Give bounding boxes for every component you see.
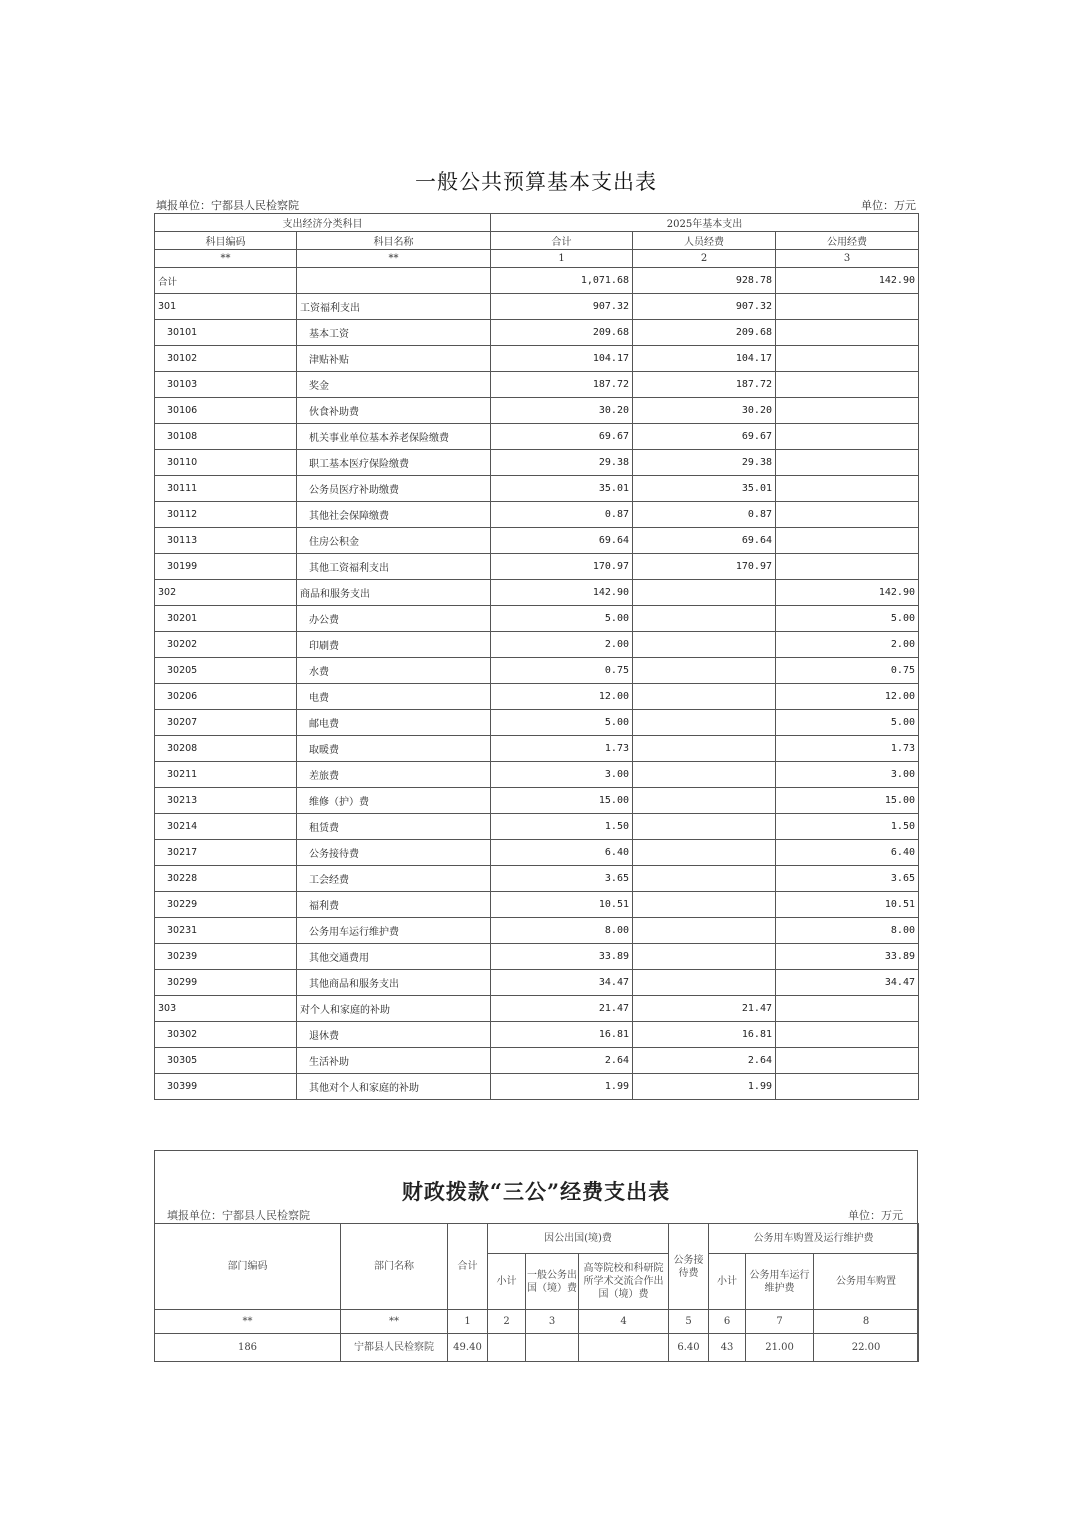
row-personnel: 209.68: [633, 320, 776, 346]
t2-header-abroad-academic: 高等院校和科研院所学术交流合作出国（境）费: [579, 1254, 669, 1310]
t2-index-name: **: [341, 1310, 448, 1334]
row-name: 住房公积金: [297, 528, 491, 554]
row-public: [776, 320, 919, 346]
row-name: 基本工资: [297, 320, 491, 346]
row-personnel: 170.97: [633, 554, 776, 580]
row-name: 水费: [297, 658, 491, 684]
index-name: **: [297, 250, 491, 268]
row-public: [776, 1074, 919, 1100]
row-public: 6.40: [776, 840, 919, 866]
row-name: 取暖费: [297, 736, 491, 762]
row-total: 3.00: [491, 762, 633, 788]
row-personnel: [633, 762, 776, 788]
row-total: 3.65: [491, 866, 633, 892]
t2-index-1: 1: [448, 1310, 488, 1334]
row-total: 33.89: [491, 944, 633, 970]
row-total: 6.40: [491, 840, 633, 866]
row-public: [776, 1022, 919, 1048]
row-name: 其他交通费用: [297, 944, 491, 970]
table-row: [155, 398, 919, 424]
row-public: 15.00: [776, 788, 919, 814]
row-total: 1,071.68: [491, 268, 633, 294]
row-code: 30399: [155, 1074, 297, 1100]
table-row: [155, 346, 919, 372]
three-public-expense-section: [154, 1150, 918, 1361]
t2-abroad-general: [526, 1334, 579, 1362]
t2-header-vehicle-operation: 公务用车运行维护费: [746, 1254, 814, 1310]
row-code: 30305: [155, 1048, 297, 1074]
row-public: 2.00: [776, 632, 919, 658]
row-personnel: [633, 658, 776, 684]
table2-title: 财政拨款“三公”经费支出表: [401, 1179, 671, 1204]
row-public: 1.73: [776, 736, 919, 762]
row-name: 其他对个人和家庭的补助: [297, 1074, 491, 1100]
row-personnel: [633, 866, 776, 892]
header-total: 合计: [491, 232, 633, 250]
row-total: 69.67: [491, 424, 633, 450]
row-code: 30199: [155, 554, 297, 580]
basic-expenditure-table: [154, 213, 919, 1100]
t2-header-vehicle-purchase: 公务用车购置: [814, 1254, 919, 1310]
t2-index-8: 8: [814, 1310, 919, 1334]
row-total: 10.51: [491, 892, 633, 918]
row-code: 30202: [155, 632, 297, 658]
row-name: 办公费: [297, 606, 491, 632]
table-row: [155, 268, 919, 294]
table-row: [155, 632, 919, 658]
t2-index-4: 4: [579, 1310, 669, 1334]
row-code: 30102: [155, 346, 297, 372]
row-name: 工资福利支出: [297, 294, 491, 320]
header-name: 科目名称: [297, 232, 491, 250]
row-name: 生活补助: [297, 1048, 491, 1074]
t2-reception: 6.40: [669, 1334, 709, 1362]
row-code: 302: [155, 580, 297, 606]
row-code: 30112: [155, 502, 297, 528]
row-personnel: [633, 918, 776, 944]
row-public: [776, 476, 919, 502]
row-code: 30111: [155, 476, 297, 502]
row-code: 30299: [155, 970, 297, 996]
row-total: 1.73: [491, 736, 633, 762]
row-name: 奖金: [297, 372, 491, 398]
index-2: 2: [633, 250, 776, 268]
row-personnel: 2.64: [633, 1048, 776, 1074]
row-name: 对个人和家庭的补助: [297, 996, 491, 1022]
t2-header-abroad-general: 一般公务出国（境）费: [526, 1254, 579, 1310]
table2-unit-left: 填报单位：宁都县人民检察院: [167, 1209, 310, 1222]
row-public: 1.50: [776, 814, 919, 840]
t2-index-5: 5: [669, 1310, 709, 1334]
row-personnel: 69.67: [633, 424, 776, 450]
row-total: 5.00: [491, 710, 633, 736]
row-code: 30110: [155, 450, 297, 476]
row-personnel: 29.38: [633, 450, 776, 476]
table1-unit-left: 填报单位：宁都县人民检察院: [156, 199, 299, 212]
row-total: 34.47: [491, 970, 633, 996]
row-name: 福利费: [297, 892, 491, 918]
t2-header-row-1: [155, 1224, 919, 1254]
table-row: [155, 320, 919, 346]
row-code: 30106: [155, 398, 297, 424]
table1-title: 一般公共预算基本支出表: [415, 170, 657, 194]
row-public: 3.65: [776, 866, 919, 892]
row-public: 3.00: [776, 762, 919, 788]
row-name: 电费: [297, 684, 491, 710]
header-group-right: 2025年基本支出: [491, 214, 919, 232]
row-code: 合计: [155, 268, 297, 294]
row-code: 30205: [155, 658, 297, 684]
row-public: 12.00: [776, 684, 919, 710]
t2-abroad-academic: [579, 1334, 669, 1362]
row-code: 303: [155, 996, 297, 1022]
row-name: 差旅费: [297, 762, 491, 788]
row-code: 30113: [155, 528, 297, 554]
header-row-index: [155, 250, 919, 268]
table-row: [155, 710, 919, 736]
row-personnel: 0.87: [633, 502, 776, 528]
row-public: [776, 502, 919, 528]
row-total: 35.01: [491, 476, 633, 502]
t2-index-row: [155, 1310, 919, 1334]
row-personnel: [633, 944, 776, 970]
table-row: [155, 450, 919, 476]
header-group-left: 支出经济分类科目: [155, 214, 491, 232]
row-code: 30206: [155, 684, 297, 710]
row-code: 30208: [155, 736, 297, 762]
t2-index-7: 7: [746, 1310, 814, 1334]
row-name: 其他社会保障缴费: [297, 502, 491, 528]
row-personnel: [633, 788, 776, 814]
row-personnel: [633, 632, 776, 658]
row-code: 30214: [155, 814, 297, 840]
row-name: 其他商品和服务支出: [297, 970, 491, 996]
table-row: [155, 372, 919, 398]
row-name: 租赁费: [297, 814, 491, 840]
row-name: 维修（护）费: [297, 788, 491, 814]
index-1: 1: [491, 250, 633, 268]
row-personnel: 104.17: [633, 346, 776, 372]
t2-data-row: [155, 1334, 919, 1362]
row-public: [776, 372, 919, 398]
row-personnel: 69.64: [633, 528, 776, 554]
table-row: [155, 814, 919, 840]
row-total: 187.72: [491, 372, 633, 398]
header-code: 科目编码: [155, 232, 297, 250]
table-row: [155, 918, 919, 944]
table-row: [155, 866, 919, 892]
row-public: [776, 996, 919, 1022]
row-public: [776, 424, 919, 450]
table-row: [155, 1048, 919, 1074]
table-row: [155, 840, 919, 866]
row-total: 15.00: [491, 788, 633, 814]
row-public: [776, 398, 919, 424]
row-code: 30201: [155, 606, 297, 632]
row-public: [776, 554, 919, 580]
t2-header-vehicle-group: 公务用车购置及运行维护费: [709, 1224, 919, 1254]
index-code: **: [155, 250, 297, 268]
row-name: [297, 268, 491, 294]
row-total: 30.20: [491, 398, 633, 424]
row-code: 30207: [155, 710, 297, 736]
table-row: [155, 294, 919, 320]
row-public: 8.00: [776, 918, 919, 944]
row-total: 2.00: [491, 632, 633, 658]
row-total: 1.99: [491, 1074, 633, 1100]
row-personnel: [633, 892, 776, 918]
table-row: [155, 606, 919, 632]
t2-dept-name: 宁都县人民检察院: [341, 1334, 448, 1362]
table-row: [155, 580, 919, 606]
row-total: 1.50: [491, 814, 633, 840]
row-code: 30302: [155, 1022, 297, 1048]
row-public: 142.90: [776, 268, 919, 294]
row-total: 104.17: [491, 346, 633, 372]
row-code: 30211: [155, 762, 297, 788]
row-personnel: [633, 710, 776, 736]
row-name: 伙食补助费: [297, 398, 491, 424]
row-code: 30228: [155, 866, 297, 892]
t2-header-vehicle-subtotal: 小计: [709, 1254, 746, 1310]
three-public-expense-table: [154, 1223, 919, 1362]
t2-header-abroad-subtotal: 小计: [488, 1254, 526, 1310]
row-total: 0.87: [491, 502, 633, 528]
row-public: [776, 1048, 919, 1074]
row-name: 商品和服务支出: [297, 580, 491, 606]
row-name: 公务员医疗补助缴费: [297, 476, 491, 502]
t2-index-2: 2: [488, 1310, 526, 1334]
row-total: 142.90: [491, 580, 633, 606]
row-personnel: 21.47: [633, 996, 776, 1022]
row-name: 邮电费: [297, 710, 491, 736]
row-total: 12.00: [491, 684, 633, 710]
t2-header-abroad-group: 因公出国(境)费: [488, 1224, 669, 1254]
row-code: 30217: [155, 840, 297, 866]
row-personnel: 1.99: [633, 1074, 776, 1100]
row-public: 5.00: [776, 606, 919, 632]
header-row-group: [155, 214, 919, 232]
row-name: 工会经费: [297, 866, 491, 892]
t2-total: 49.40: [448, 1334, 488, 1362]
t2-index-6: 6: [709, 1310, 746, 1334]
row-public: [776, 346, 919, 372]
row-personnel: 35.01: [633, 476, 776, 502]
row-total: 29.38: [491, 450, 633, 476]
table-row: [155, 892, 919, 918]
row-total: 5.00: [491, 606, 633, 632]
t2-vehicle-operation: 21.00: [746, 1334, 814, 1362]
t2-header-reception: 公务接待费: [669, 1224, 709, 1310]
table-row: [155, 788, 919, 814]
row-personnel: 30.20: [633, 398, 776, 424]
t2-index-code: **: [155, 1310, 341, 1334]
row-total: 69.64: [491, 528, 633, 554]
row-personnel: [633, 736, 776, 762]
row-personnel: [633, 606, 776, 632]
table-row: [155, 1022, 919, 1048]
row-code: 301: [155, 294, 297, 320]
row-total: 170.97: [491, 554, 633, 580]
row-total: 2.64: [491, 1048, 633, 1074]
t2-vehicle-subtotal: 43: [709, 1334, 746, 1362]
table-row: [155, 736, 919, 762]
row-name: 公务用车运行维护费: [297, 918, 491, 944]
row-total: 21.47: [491, 996, 633, 1022]
table-row: [155, 424, 919, 450]
row-personnel: [633, 580, 776, 606]
header-public: 公用经费: [776, 232, 919, 250]
row-code: 30103: [155, 372, 297, 398]
row-public: [776, 450, 919, 476]
row-personnel: [633, 840, 776, 866]
table-row: [155, 970, 919, 996]
t2-vehicle-purchase: 22.00: [814, 1334, 919, 1362]
row-total: 8.00: [491, 918, 633, 944]
row-code: 30108: [155, 424, 297, 450]
table-row: [155, 528, 919, 554]
row-name: 退休费: [297, 1022, 491, 1048]
table-row: [155, 996, 919, 1022]
row-personnel: [633, 684, 776, 710]
row-public: [776, 528, 919, 554]
row-name: 公务接待费: [297, 840, 491, 866]
row-personnel: 187.72: [633, 372, 776, 398]
t2-header-total: 合计: [448, 1224, 488, 1310]
table-row: [155, 944, 919, 970]
row-public: [776, 294, 919, 320]
row-public: 0.75: [776, 658, 919, 684]
row-name: 职工基本医疗保险缴费: [297, 450, 491, 476]
table-row: [155, 658, 919, 684]
row-name: 机关事业单位基本养老保险缴费: [297, 424, 491, 450]
table-row: [155, 1074, 919, 1100]
table-row: [155, 684, 919, 710]
row-personnel: [633, 970, 776, 996]
row-code: 30101: [155, 320, 297, 346]
t2-index-3: 3: [526, 1310, 579, 1334]
t2-header-dept-code: 部门编码: [155, 1224, 341, 1310]
row-total: 0.75: [491, 658, 633, 684]
table2-unit-right: 单位：万元: [848, 1209, 903, 1222]
row-personnel: 928.78: [633, 268, 776, 294]
table-row: [155, 502, 919, 528]
row-code: 30239: [155, 944, 297, 970]
t2-header-dept-name: 部门名称: [341, 1224, 448, 1310]
row-name: 其他工资福利支出: [297, 554, 491, 580]
index-3: 3: [776, 250, 919, 268]
header-row-columns: [155, 232, 919, 250]
table-row: [155, 554, 919, 580]
row-public: 5.00: [776, 710, 919, 736]
row-total: 209.68: [491, 320, 633, 346]
row-public: 34.47: [776, 970, 919, 996]
row-personnel: 907.32: [633, 294, 776, 320]
row-total: 16.81: [491, 1022, 633, 1048]
table1-unit-right: 单位：万元: [861, 199, 916, 212]
table-row: [155, 476, 919, 502]
row-public: 33.89: [776, 944, 919, 970]
row-name: 津贴补贴: [297, 346, 491, 372]
row-personnel: 16.81: [633, 1022, 776, 1048]
row-code: 30231: [155, 918, 297, 944]
row-code: 30229: [155, 892, 297, 918]
row-name: 印刷费: [297, 632, 491, 658]
row-personnel: [633, 814, 776, 840]
row-public: 142.90: [776, 580, 919, 606]
row-total: 907.32: [491, 294, 633, 320]
row-public: 10.51: [776, 892, 919, 918]
t2-abroad-subtotal: [488, 1334, 526, 1362]
table-row: [155, 762, 919, 788]
row-code: 30213: [155, 788, 297, 814]
header-personnel: 人员经费: [633, 232, 776, 250]
t2-dept-code: 186: [155, 1334, 341, 1362]
